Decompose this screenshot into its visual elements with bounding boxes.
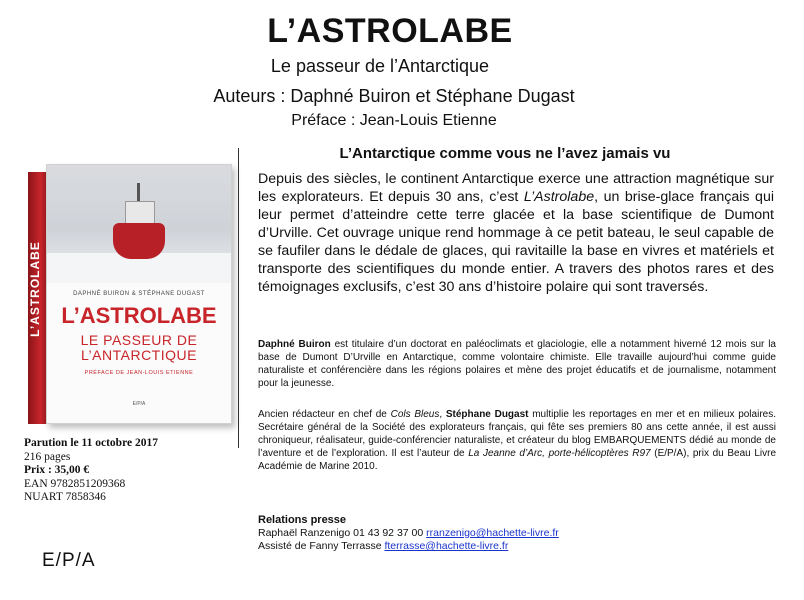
cover-subtitle <box>47 333 231 363</box>
press-line-1 <box>258 527 776 540</box>
ship-icon <box>113 223 165 259</box>
cover-title: L’ASTROLABE <box>61 303 217 328</box>
preface-line: Préface : Jean-Louis Etienne <box>291 112 497 129</box>
cover-subtitle-line2: L’ANTARCTIQUE <box>81 347 197 363</box>
magazine-name: Cols Bleus <box>390 409 440 420</box>
nuart-code: NUART 7858346 <box>24 491 106 503</box>
bio-text: (E/P/A), prix du Beau Livre Académie de Marine 2010. <box>258 448 776 472</box>
bio-text: Ancien rédacteur en chef de <box>258 409 391 420</box>
bio-text: multiplie les reportages en mer et en milieux polaires. Secrétaire général de la Société des explorateurs français, qui fête ses premiers 80 ans cette année, il est aussi chroniqueur, réalisateur, guide-conférencier naturaliste, et créateur du blog EMBARQUEMENTS dédié au monde de l’aventure et de l’exploration. Il est l’auteur de <box>258 409 776 459</box>
cover-publisher: E/P/A <box>132 401 146 407</box>
intro-text-cont: , un brise-glace français qui leur permet d’atteindre cette terre glacée et la base scientifique de Dumont d’Urville. Cet ouvrage unique rend hommage à ce petit bateau, le seul capable de se faufiler dans le dédale de glaces, qui ravitaille la base en vivres et matériels et transporte des scientifiques du monde entier. A travers des photos rares et des témoignages exclusifs, c’est 30 ans d’histoire polaire qui sont traversés. <box>258 189 774 295</box>
cover-photo <box>47 165 231 283</box>
email-link-1[interactable]: rranzenigo@hachette-livre.fr <box>426 527 559 539</box>
page-count: 216 pages <box>24 450 71 463</box>
book-cover <box>20 158 240 426</box>
page-title: L’ASTROLABE <box>267 12 513 50</box>
contact-name: Raphaël Ranzenigo 01 43 92 37 00 <box>258 527 427 539</box>
bio-dugast <box>258 408 776 473</box>
book-spine <box>28 172 46 424</box>
cover-preface: PRÉFACE DE JEAN-LOUIS ETIENNE <box>84 370 194 376</box>
author-name: Daphné Buiron <box>258 339 331 350</box>
subtitle: Le passeur de l’Antarctique <box>270 56 490 76</box>
release-date: Parution le 11 octobre 2017 <box>24 437 158 449</box>
author-name: Stéphane Dugast <box>445 409 529 420</box>
cover-subtitle-line1: LE PASSEUR DE <box>80 332 198 348</box>
publisher-logo: E/P/A <box>42 550 96 571</box>
intro-paragraph <box>258 170 774 296</box>
press-line-2 <box>258 540 776 553</box>
intro-text: Depuis des siècles, le continent Antarctique exerce une attraction magnétique sur les explorateurs. Et depuis 30 ans, c’est <box>258 171 774 205</box>
headline: L’Antarctique comme vous ne l’avez jamais vu <box>339 145 671 162</box>
email-link-2[interactable]: fterrasse@hachette-livre.fr <box>384 540 509 552</box>
press-contacts <box>258 514 776 553</box>
press-heading: Relations presse <box>258 514 347 526</box>
book-title: La Jeanne d’Arc, porte-hélicoptères R97 <box>468 448 651 459</box>
ean-code: EAN 9782851209368 <box>24 477 126 490</box>
ship-mast <box>137 183 140 203</box>
contact-name: Assisté de Fanny Terrasse <box>258 540 385 552</box>
spine-title: L’ASTROLABE <box>28 241 42 337</box>
authors-line: Auteurs : Daphné Buiron et Stéphane Dugast <box>213 86 575 106</box>
cover-front <box>46 164 232 424</box>
bio-buiron <box>258 338 776 390</box>
price: Prix : 35,00 € <box>24 464 90 476</box>
bio-text: est titulaire d’un doctorat en paléoclimats et glaciologie, elle a notamment hiverné 12 mois sur la base de Dumont D’Urville en Antarctique, comme volontaire chimiste. Elle travaille aujourd’hui comme guide naturaliste et conférencière dans les régions polaires et mène des projet éducatifs et de journalisme, notamment pour la jeunesse. <box>258 339 776 389</box>
book-details <box>24 437 158 505</box>
cover-authors: DAPHNÉ BUIRON & STÉPHANE DUGAST <box>73 291 205 297</box>
separator: , <box>439 409 446 420</box>
ship-name: L’Astrolabe <box>523 189 595 205</box>
